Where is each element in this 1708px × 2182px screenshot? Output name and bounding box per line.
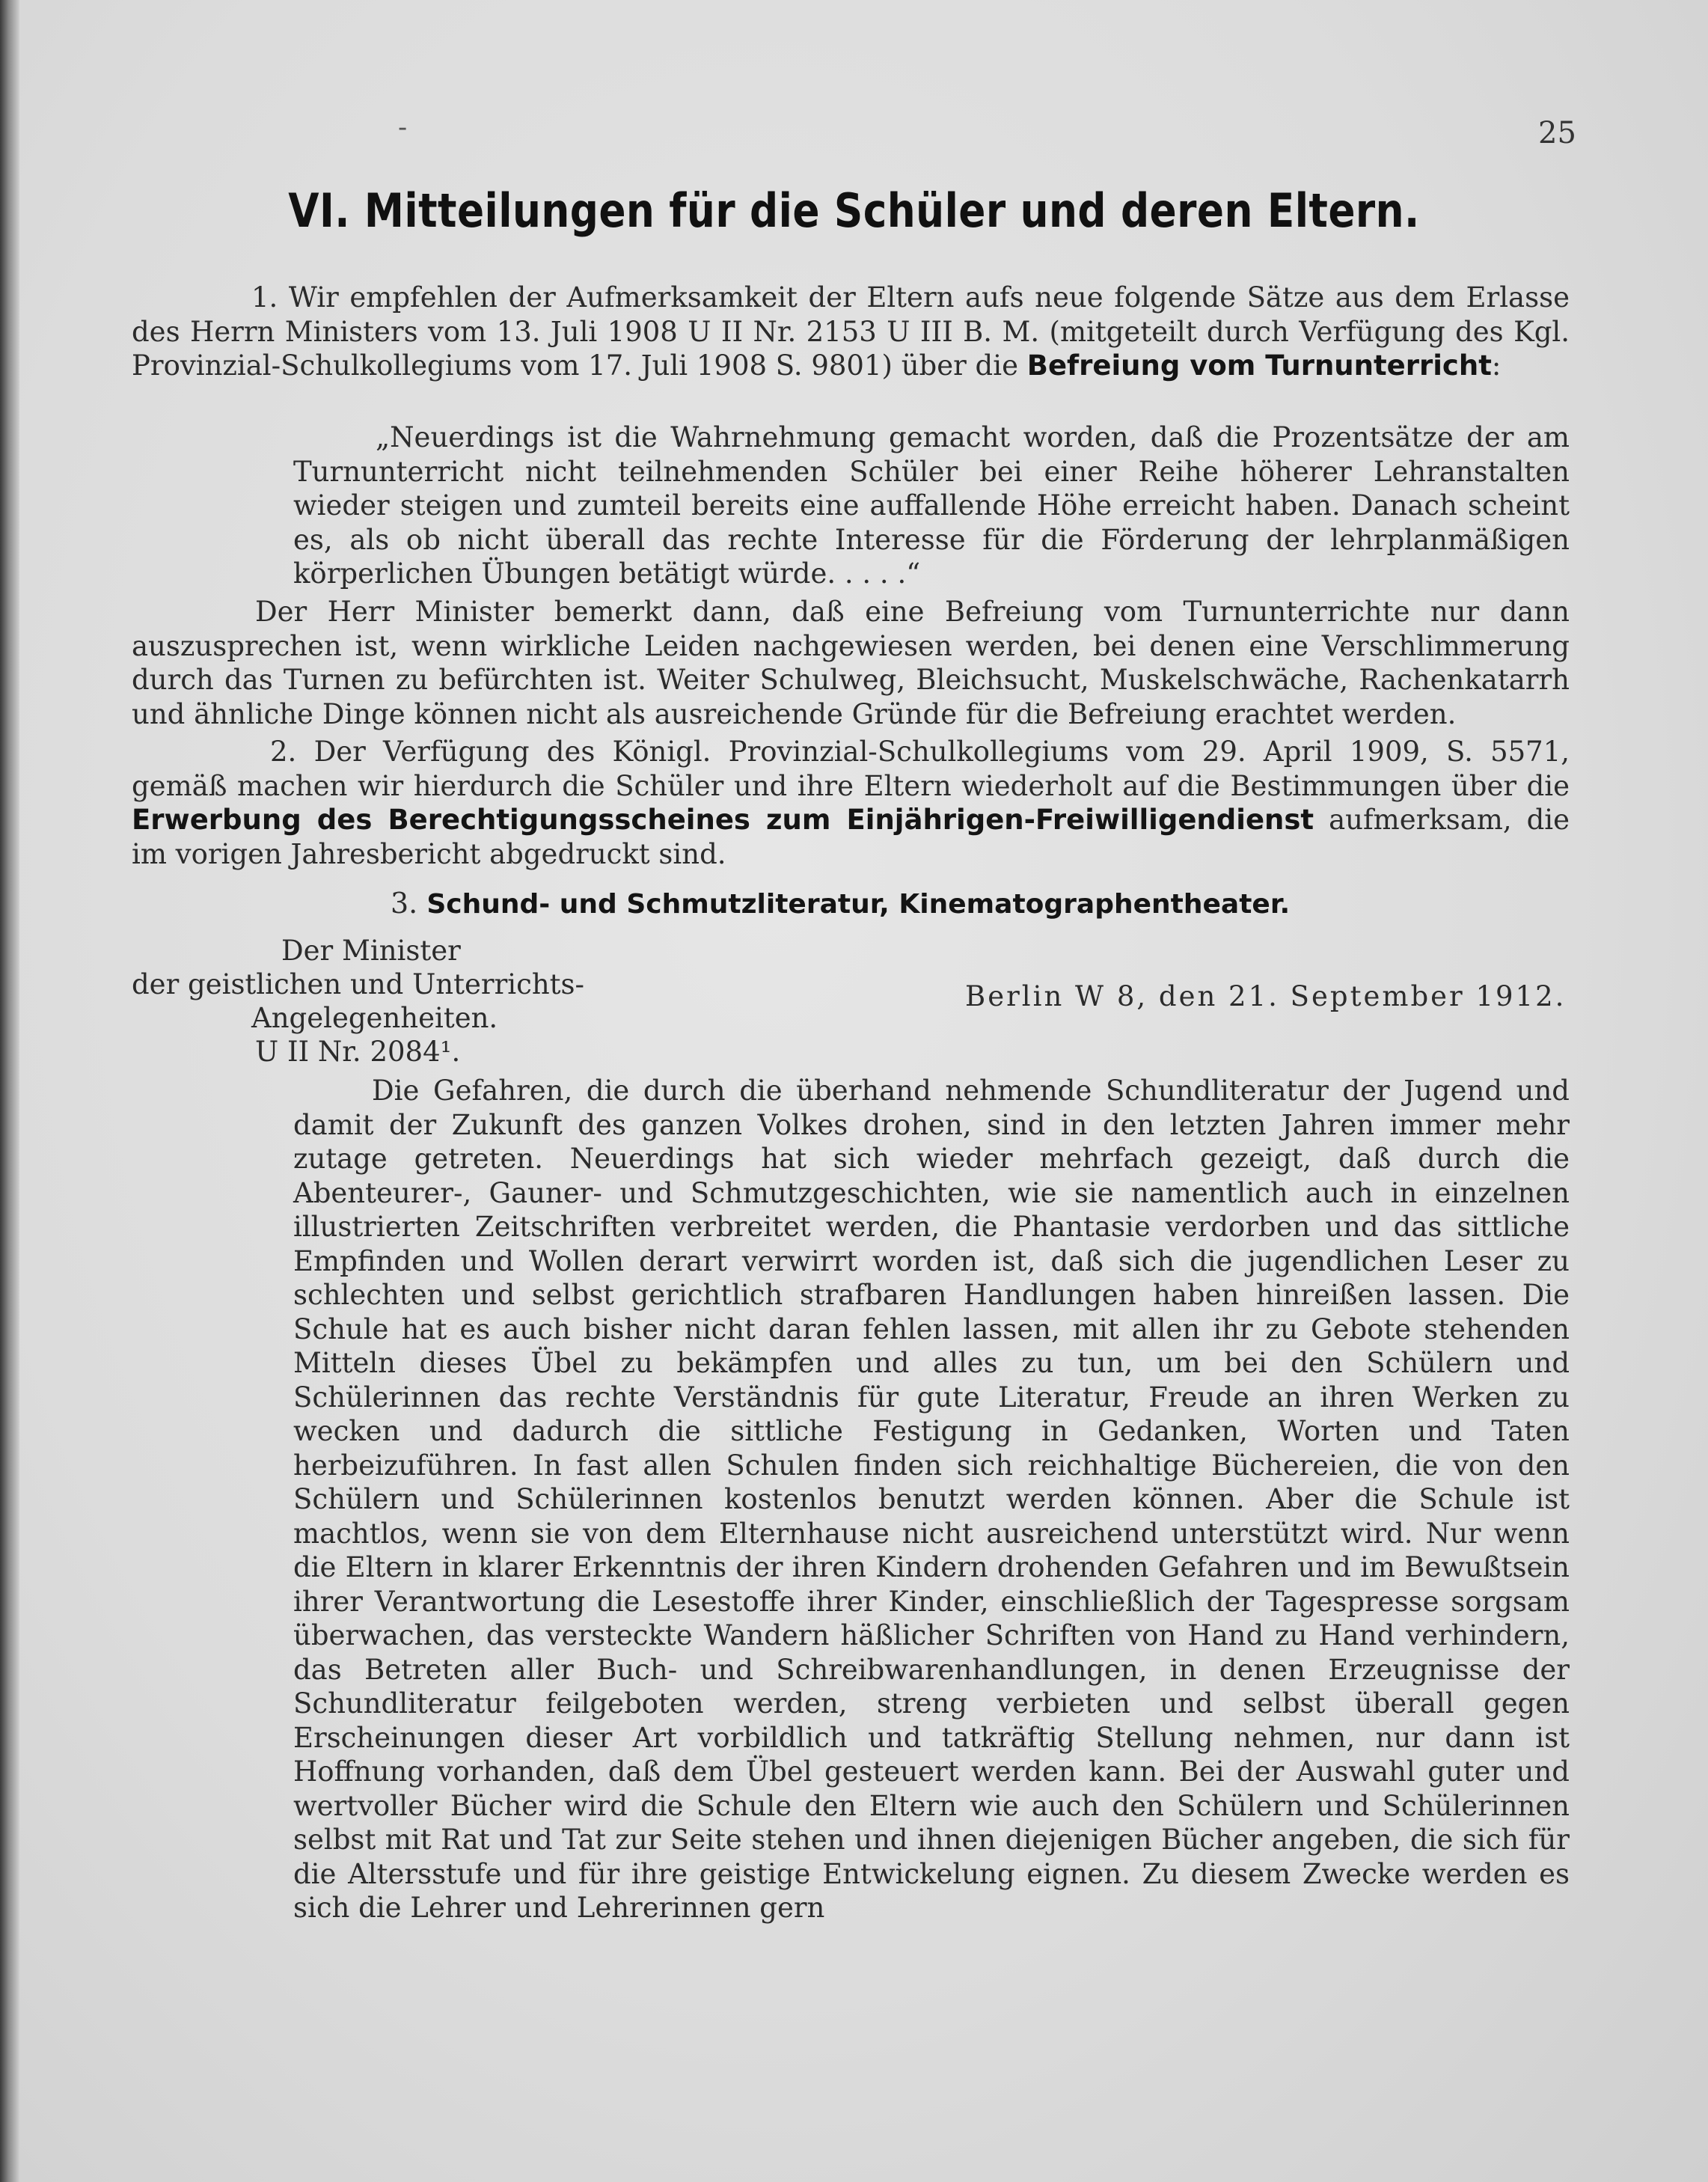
- sender-block: [132, 934, 670, 1069]
- section-1-follow: [132, 595, 1570, 731]
- place-date: Berlin W 8, den 21. September 1912.: [965, 980, 1567, 1012]
- section-2-text-end: aufmerksam, die im vorigen Jahresbericht abgedruckt sind.: [132, 804, 1570, 870]
- section-3-title: Schund- und Schmutzliteratur, Kinematographentheater.: [426, 889, 1291, 920]
- sender-line-3: Angelegenheiten.: [251, 1002, 498, 1034]
- page-title: VI. Mitteilungen für die Schüler und deren Eltern.: [288, 183, 1420, 238]
- section-2-topic: Erwerbung des Berechtigungsscheines zum Einjährigen-Freiwilligendienst: [132, 804, 1314, 836]
- section-1-number: 1.: [251, 281, 278, 314]
- section-2: [132, 735, 1570, 871]
- sender-line-1: Der Minister: [281, 935, 461, 967]
- section-3-number: 3.: [391, 887, 418, 920]
- section-2-number: 2.: [270, 736, 297, 768]
- section-1-intro-text: Wir empfehlen der Aufmerksamkeit der Eltern aufs neue folgende Sätze aus dem Erlasse des Herrn Ministers vom 13. Juli 1908 U II Nr. 2153 U III B. M. (mitgeteilt durch Verfügung des Kgl. Provinzial-Schulkollegiums vom 17. Juli 1908 S. 9801) über die: [132, 281, 1570, 382]
- section-3-body-text: Die Gefahren, die durch die überhand nehmende Schundliteratur der Jugend und damit der Zukunft des ganzen Volkes drohen, sind in den letzten Jahren immer mehr zutage getreten. Neuerdings hat sich wieder mehrfach gezeigt, daß durch die Abenteurer-, Gauner- und Schmutzgeschichten, wie sie namentlich auch in einzelnen illustrierten Zeitschriften verbreitet werden, die Phantasie verdorben und das sittliche Empfinden und Wollen derart verwirrt worden ist, daß sich die jugendlichen Leser zu schlechten und selbst gerichtlich strafbaren Handlungen haben hinreißen lassen. Die Schule hat es auch bisher nicht daran fehlen lassen, mit allen ihr zu Gebote stehenden Mitteln dieses Übel zu bekämpfen und alles zu tun, um bei den Schülern und Schülerinnen das rechte Verständnis für gute Literatur, Freude an ihren Werken zu wecken und dadurch die sittliche Festigung in Gedanken, Worten und Taten herbeizuführen. In fast allen Schulen finden sich reichhaltige Büchereien, die von den Schülern und Schülerinnen kostenlos benutzt werden können. Aber die Schule ist machtlos, wenn sie von dem Elternhause nicht ausreichend unterstützt wird. Nur wenn die Eltern in klarer Erkenntnis der ihren Kindern drohenden Gefahren und im Bewußtsein ihrer Verantwortung die Lesestoffe ihrer Kinder, einschließlich der Tagespresse sorgsam überwachen, das versteckte Wandern häßlicher Schriften von Hand zu Hand verhindern, das Betreten aller Buch- und Schreibwarenhandlungen, in denen Erzeugnisse der Schundliteratur feilgeboten werden, streng verbieten und selbst überall gegen Erscheinungen dieser Art vorbildlich und tatkräftig Stellung nehmen, nur dann ist Hoffnung vorhanden, daß dem Übel gesteuert werden kann. Bei der Auswahl guter und wertvoller Bücher wird die Schule den Eltern wie auch den Schülern und Schülerinnen selbst mit Rat und Tat zur Seite stehen und ihnen diejenigen Bücher angeben, die sich für die Altersstufe und für ihre geistige Entwickelung eignen. Zu diesem Zwecke werden es sich die Lehrer und Lehrerinnen gern: [293, 1075, 1570, 1924]
- section-2-text: Der Verfügung des Königl. Provinzial-Schulkollegiums vom 29. April 1909, S. 5571, gemäß machen wir hierdurch die Schüler und ihre Eltern wiederholt auf die Bestimmungen über die: [132, 736, 1570, 802]
- section-1-quote: [293, 421, 1570, 591]
- section-1-topic: Befreiung vom Turnunterricht: [1026, 349, 1492, 382]
- scan-edge-shadow: [0, 0, 19, 2182]
- section-1-follow-text: Der Herr Minister bemerkt dann, daß eine Befreiung vom Turnunterrichte nur dann auszusprechen ist, wenn wirkliche Leiden nachgewiesen werden, bei denen eine Verschlimmerung durch das Turnen zu befürchten ist. Weiter Schulweg, Bleichsucht, Muskelschwäche, Rachenkatarrh und ähnliche Dinge können nicht als ausreichende Gründe für die Befreiung erachtet werden.: [132, 596, 1570, 730]
- section-3-body: [293, 1074, 1570, 1925]
- sender-line-4: U II Nr. 2084¹.: [255, 1036, 461, 1068]
- sender-line-2: der geistlichen und Unterrichts-: [132, 968, 585, 1000]
- section-1-quote-text: „Neuerdings ist die Wahrnehmung gemacht worden, daß die Prozentsätze der am Turnunterricht nicht teilnehmenden Schüler bei einer Reihe höherer Lehranstalten wieder steigen und zumteil bereits eine auffallende Höhe erreicht haben. Danach scheint es, als ob nicht überall das rechte Interesse für die Förderung der lehrplanmäßigen körperlichen Übungen betätigt würde. . . . .“: [293, 421, 1570, 590]
- section-1-colon: :: [1491, 349, 1502, 382]
- section-3-heading: [391, 887, 1558, 920]
- section-1-intro: [132, 281, 1570, 383]
- page-mark: -: [398, 112, 408, 143]
- page-number: 25: [1538, 116, 1576, 150]
